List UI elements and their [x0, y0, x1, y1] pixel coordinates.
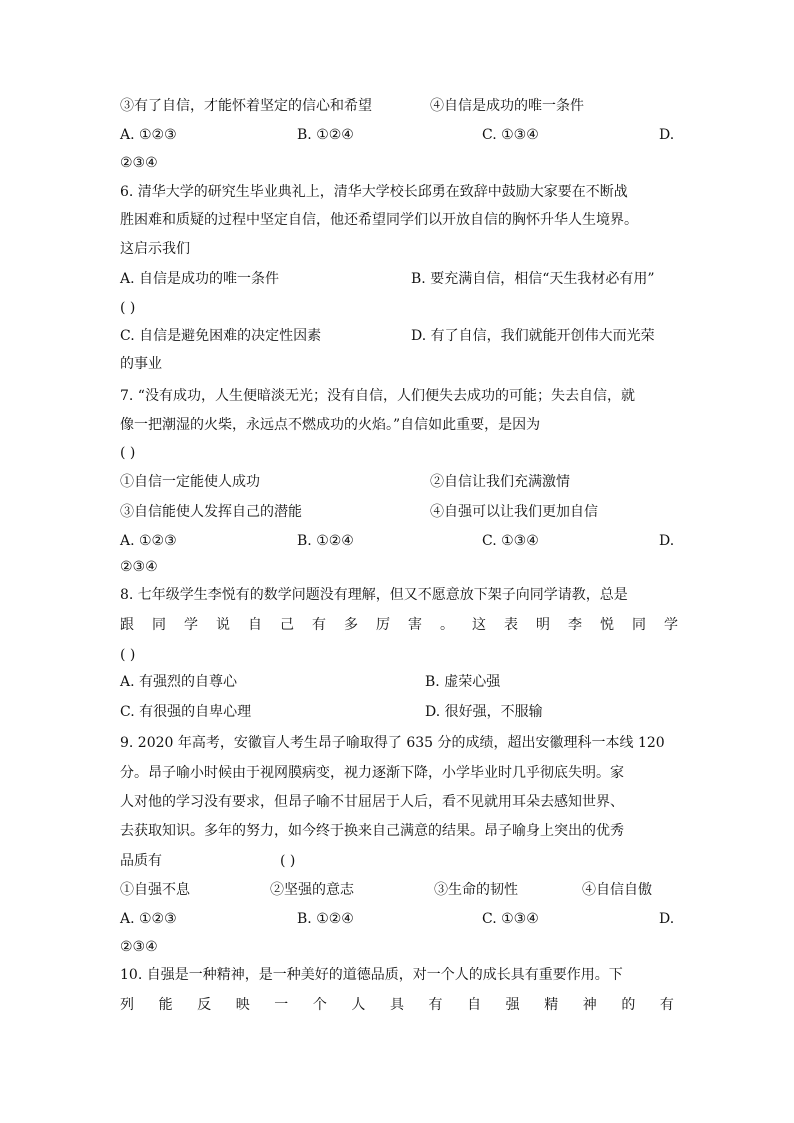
- q10-char: 列: [120, 997, 134, 1013]
- q8-option-a: A. 有强烈的自尊心: [120, 674, 238, 690]
- q10-char: 能: [158, 997, 173, 1013]
- q5-option-c: C. ①③④: [482, 127, 539, 143]
- q7-option-d: D.: [659, 533, 675, 549]
- q10-char: 有: [659, 997, 674, 1013]
- q7-option-c: C. ①③④: [482, 533, 539, 549]
- q8-answer-parenthesis: ( ): [120, 647, 136, 663]
- q8-stem-line-2: 跟同学说自己有多厉害。这表明李悦同学: [120, 617, 696, 633]
- q5-statement-3: ③有了自信，才能怀着坚定的信心和希望: [120, 98, 372, 114]
- q7-stem-line-1: 7. “没有成功，人生便暗淡无光；没有自信，人们便失去成功的可能；失去自信，就: [120, 388, 635, 404]
- q6-option-a: A. 自信是成功的唯一条件: [120, 271, 280, 287]
- q8-option-c: C. 有很强的自卑心理: [120, 704, 252, 720]
- q7-statement-2: ②自信让我们充满激情: [430, 474, 570, 490]
- q5-option-b: B. ①②④: [297, 127, 354, 143]
- q10-char: 一: [274, 997, 289, 1013]
- q6-answer-parenthesis: ( ): [120, 300, 136, 316]
- q6-option-b: B. 要充满自信，相信“天生我材必有用”: [411, 271, 655, 287]
- q10-char: 精: [544, 997, 559, 1013]
- q8-option-d: D. 很好强，不服输: [425, 704, 543, 720]
- q10-char: 映: [235, 997, 250, 1013]
- q9-stem-line-2: 分。昂子喻小时候由于视网膜病变，视力逐渐下降，小学毕业时几乎彻底失明。家: [120, 765, 624, 781]
- q5-option-d-continued: ②③④: [120, 155, 158, 171]
- q8-stem-line-1: 8. 七年级学生李悦有的数学问题没有理解，但又不愿意放下架子向同学请教，总是: [120, 587, 628, 603]
- q9-stem-line-5: 品质有: [120, 853, 162, 869]
- q10-char: 人: [351, 997, 366, 1013]
- q7-stem-line-2: 像一把潮湿的火柴，永远点不燃成功的火焰。”自信如此重要，是因为: [120, 417, 541, 433]
- q10-char: 反: [197, 997, 212, 1013]
- q9-option-a: A. ①②③: [120, 911, 177, 927]
- q9-statement-2: ②坚强的意志: [270, 882, 354, 898]
- q7-statement-4: ④自强可以让我们更加自信: [430, 504, 598, 520]
- q6-option-d: D. 有了自信，我们就能开创伟大而光荣: [411, 328, 655, 344]
- q5-option-a: A. ①②③: [120, 127, 177, 143]
- q10-char: 神: [582, 997, 597, 1013]
- q10-stem-line-1: 10. 自强是一种精神，是一种美好的道德品质，对一个人的成长具有重要作用。下: [120, 967, 623, 983]
- q10-char: 的: [621, 997, 636, 1013]
- q9-option-d-continued: ②③④: [120, 939, 158, 955]
- q9-stem-line-4: 去获取知识。多年的努力，如今终于换来自己满意的结果。昂子喻身上突出的优秀: [120, 823, 624, 839]
- q9-stem-line-3: 人对他的学习没有要求，但昂子喻不甘屈居于人后，看不见就用耳朵去感知世界、: [120, 794, 624, 810]
- q9-statement-4: ④自信自傲: [582, 882, 652, 898]
- q6-option-d-continued: 的事业: [120, 356, 162, 372]
- q10-char: 个: [312, 997, 327, 1013]
- q9-statement-3: ③生命的韧性: [434, 882, 518, 898]
- q7-statement-1: ①自信一定能使人成功: [120, 474, 260, 490]
- q9-option-d: D.: [659, 911, 675, 927]
- q7-option-b: B. ①②④: [297, 533, 354, 549]
- q9-stem-line-1: 9. 2020 年高考，安徽盲人考生昂子喻取得了 635 分的成绩，超出安徽理科一本线 120: [120, 735, 665, 751]
- q7-option-a: A. ①②③: [120, 533, 177, 549]
- q10-char: 自: [467, 997, 482, 1013]
- q10-stem-line-2: [120, 995, 674, 1015]
- q9-statement-1: ①自强不息: [120, 882, 190, 898]
- q6-stem-line-3: 这启示我们: [120, 241, 190, 257]
- q6-stem-line-1: 6. 清华大学的研究生毕业典礼上，清华大学校长邱勇在致辞中鼓励大家要在不断战: [120, 184, 628, 200]
- q5-option-d: D.: [659, 127, 675, 143]
- q10-char: 具: [389, 997, 404, 1013]
- q9-option-c: C. ①③④: [482, 911, 539, 927]
- q8-option-b: B. 虚荣心强: [425, 674, 501, 690]
- q9-answer-parenthesis: ( ): [280, 853, 296, 869]
- q5-statement-4: ④自信是成功的唯一条件: [430, 98, 584, 114]
- q6-option-c: C. 自信是避免困难的决定性因素: [120, 328, 322, 344]
- q10-char: 强: [505, 997, 520, 1013]
- q7-option-d-continued: ②③④: [120, 559, 158, 575]
- q6-stem-line-2: 胜困难和质疑的过程中坚定自信，他还希望同学们以开放自信的胸怀升华人生境界。: [120, 212, 638, 228]
- q7-answer-parenthesis: ( ): [120, 445, 136, 461]
- q7-statement-3: ③自信能使人发挥自己的潜能: [120, 504, 302, 520]
- q10-char: 有: [428, 997, 443, 1013]
- q9-option-b: B. ①②④: [297, 911, 354, 927]
